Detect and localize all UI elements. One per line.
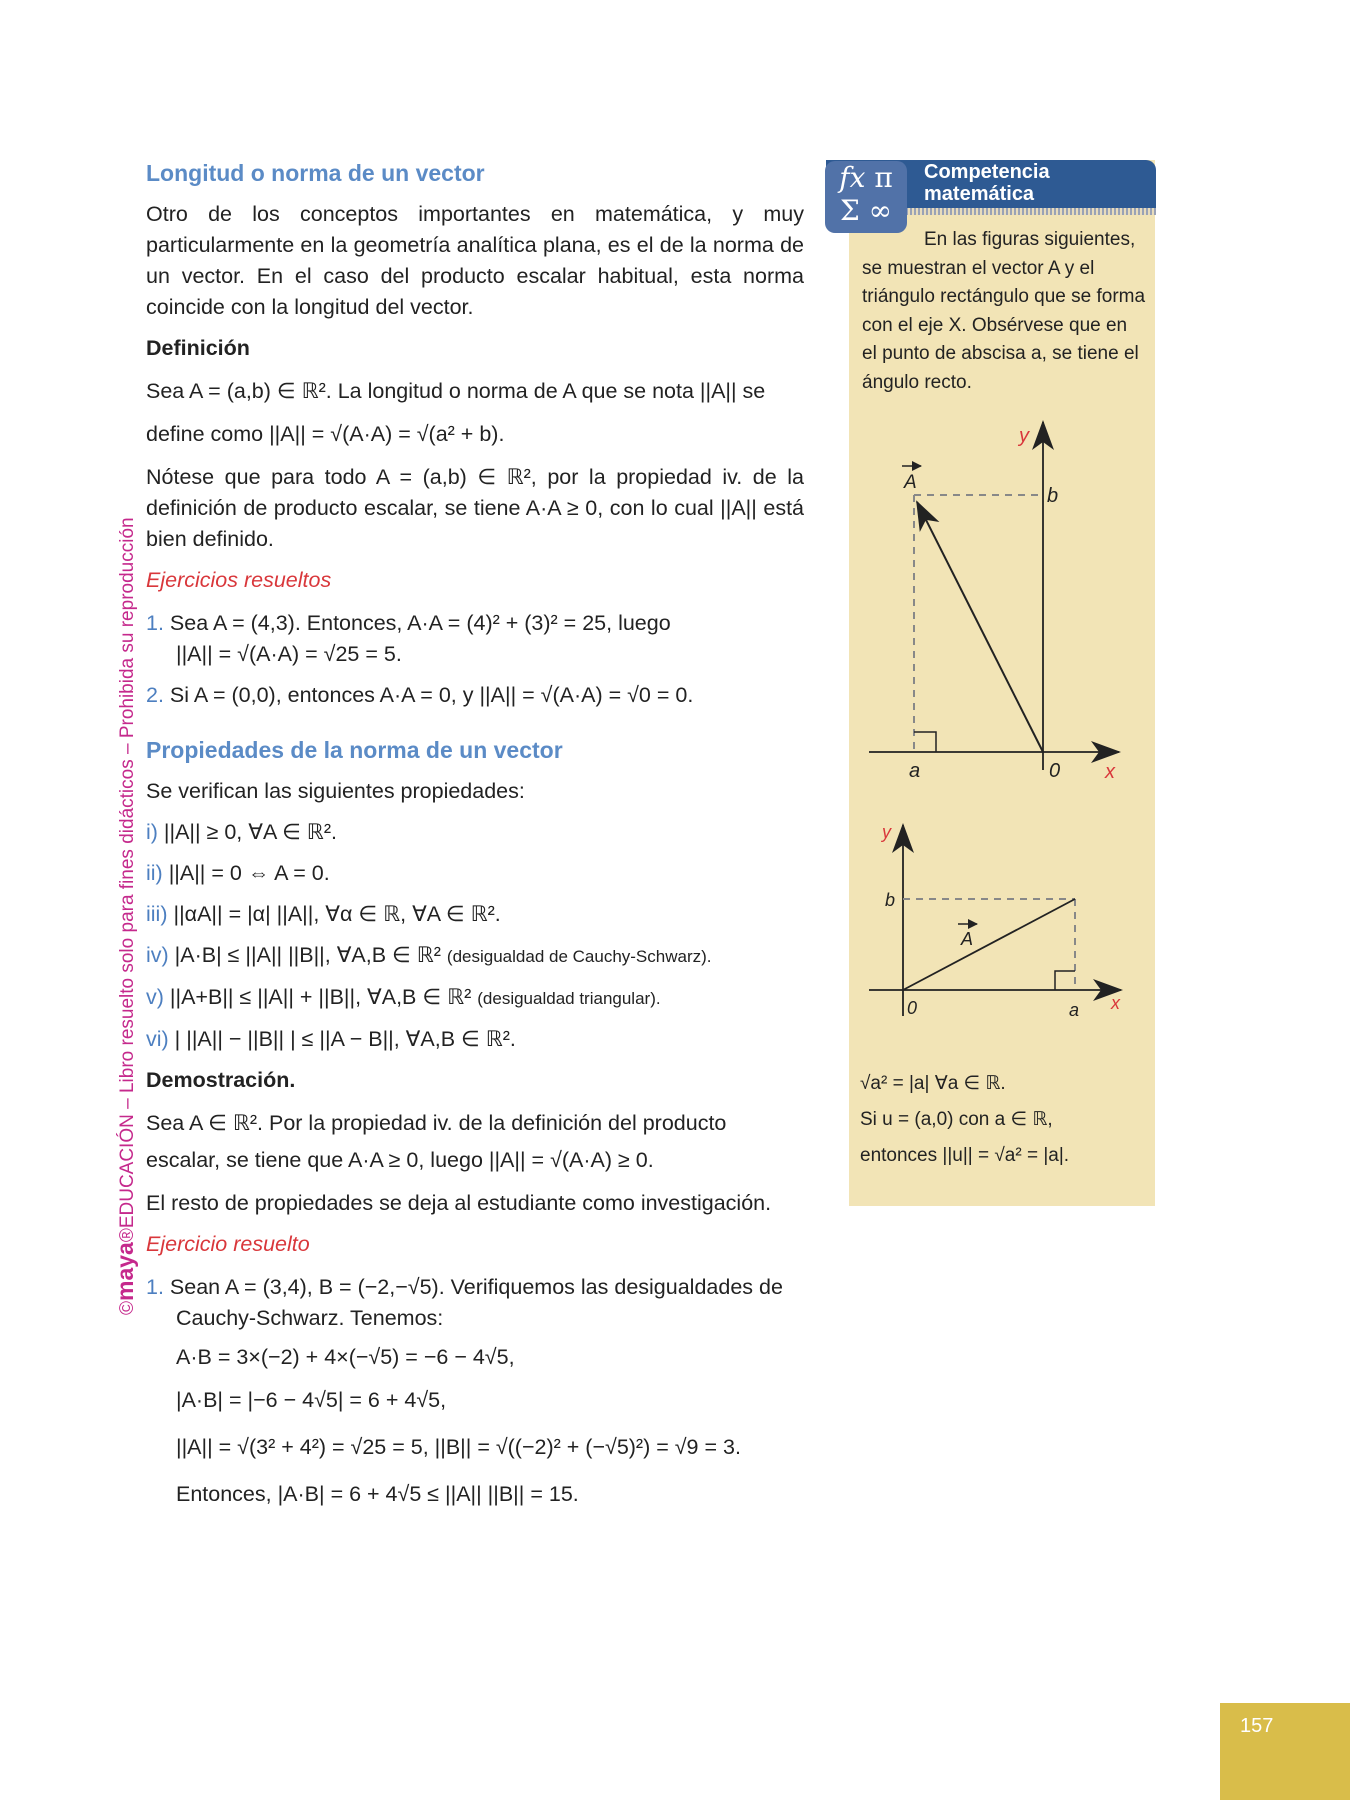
exercise-2-line: Si A = (0,0), entonces A·A = 0, y ||A|| = √(A·A) = √0 = 0. — [169, 683, 694, 707]
fig1-label-b: b — [1047, 485, 1059, 507]
solved-exercise-line-1: Sean A = (3,4), B = (−2,−√5). Verifiquemos las desigualdades de — [169, 1275, 783, 1299]
sidebar-text-body: se muestran el vector A y el triángulo rectángulo que se forma con el eje X. Obsérvese que en el punto de abscisa a, se tiene el ángulo recto. — [862, 257, 1146, 393]
exercise-1-number: 1. — [146, 611, 164, 635]
fig2-right-angle-mark — [1055, 971, 1075, 990]
property-6 — [146, 1024, 804, 1055]
property-4-number: iv) — [146, 943, 169, 967]
copyright-symbol: © — [117, 1301, 138, 1315]
math-icon-row-2: Σ ∞ — [839, 194, 893, 227]
property-1 — [146, 817, 804, 848]
property-2-text: ||A|| = 0 ⇔ A = 0. — [168, 861, 330, 885]
sidebar-title-line-1: Competencia — [924, 161, 1050, 183]
property-1-number: i) — [146, 820, 158, 844]
fig1-label-a: a — [909, 760, 921, 782]
sidebar-text-line-1: En las figuras siguientes, — [924, 229, 1136, 250]
sidebar-formula-3: entonces ||u|| = √a² = |a|. — [860, 1145, 1070, 1166]
property-3-number: iii) — [146, 902, 168, 926]
proof-heading: Demostración. — [146, 1068, 296, 1092]
property-1-text: ||A|| ≥ 0, ∀A ∈ ℝ². — [163, 820, 337, 844]
property-2-number: ii) — [146, 861, 163, 885]
fig2-label-y: y — [882, 822, 891, 842]
solved-exercise — [146, 1272, 804, 1510]
definition-line-1: Sea A = (a,b) ∈ ℝ². La longitud o norma de A que se nota ||A|| se — [146, 379, 766, 403]
property-5-note: (desigualdad triangular). — [477, 989, 661, 1008]
fig1-label-x: x — [1105, 761, 1115, 783]
fig1-right-angle-mark — [914, 732, 936, 752]
math-symbols-icon — [825, 161, 907, 233]
property-4-note: (desigualdad de Cauchy-Schwarz). — [446, 947, 712, 966]
section-title-norm: Longitud o norma de un vector — [146, 160, 485, 186]
page-number: 157 — [1240, 1715, 1274, 1737]
definition-heading: Definición — [146, 336, 250, 360]
property-3 — [146, 899, 804, 930]
fig2-label-a: a — [1069, 1000, 1080, 1020]
fig1-label-zero: 0 — [1049, 760, 1061, 782]
sidebar-formula-1: √a² = |a| ∀a ∈ ℝ. — [860, 1073, 1006, 1094]
copyright-notice: ®EDUCACIÓN – Libro resuelto solo para fines didácticos – Prohibida su reproducción — [117, 517, 138, 1243]
proof-line-2: escalar, se tiene que A·A ≥ 0, luego ||A|| = √(A·A) ≥ 0. — [146, 1148, 654, 1172]
brand-logo-text: maya — [112, 1242, 138, 1301]
fig1-label-y: y — [1019, 425, 1029, 447]
solved-exercise-number: 1. — [146, 1275, 164, 1299]
section-title-properties: Propiedades de la norma de un vector — [146, 737, 563, 763]
solved-exercise-line-4: |A·B| = |−6 − 4√5| = 6 + 4√5, — [176, 1388, 447, 1412]
fig2-label-b: b — [885, 890, 896, 910]
property-5 — [146, 982, 804, 1014]
exercise-heading: Ejercicio resuelto — [146, 1232, 310, 1256]
vertical-copyright-text — [112, 517, 139, 1315]
sidebar-title-line-2: matemática — [924, 183, 1035, 205]
fig2-vector-line — [903, 899, 1075, 990]
note-paragraph: Nótese que para todo A = (a,b) ∈ ℝ², por la propiedad iv. de la definición de producto escalar, se tiene A·A ≥ 0, con lo cual ||A|| está bien definido. — [146, 465, 804, 551]
property-4-text: |A·B| ≤ ||A|| ||B||, ∀A,B ∈ ℝ² — [174, 943, 441, 967]
sidebar-formula-2: Si u = (a,0) con a ∈ ℝ, — [860, 1109, 1053, 1130]
sidebar-text — [862, 226, 1146, 397]
exercise-1-line-1: Sea A = (4,3). Entonces, A·A = (4)² + (3)² = 25, luego — [169, 611, 671, 635]
exercises-heading: Ejercicios resueltos — [146, 568, 332, 592]
solved-exercise-line-5: ||A|| = √(3² + 4²) = √25 = 5, ||B|| = √((−2)² + (−√5)²) = √9 = 3. — [176, 1435, 741, 1459]
property-2 — [146, 858, 804, 889]
definition-line-2: define como ||A|| = √(A·A) = √(a² + b). — [146, 422, 505, 446]
property-5-number: v) — [146, 985, 164, 1009]
main-content — [146, 158, 804, 1520]
solved-exercise-line-6: Entonces, |A·B| = 6 + 4√5 ≤ ||A|| ||B|| = 15. — [176, 1482, 579, 1506]
fig2-label-x: x — [1111, 993, 1120, 1013]
solved-exercise-line-3: A·B = 3×(−2) + 4×(−√5) = −6 − 4√5, — [176, 1345, 515, 1369]
rest-paragraph: El resto de propiedades se deja al estudiante como investigación. — [146, 1191, 772, 1215]
property-3-text: ||αA|| = |α| ||A||, ∀α ∈ ℝ, ∀A ∈ ℝ². — [173, 902, 501, 926]
math-icon-row-1: 𝑓𝑥 π — [839, 161, 893, 194]
sidebar-title — [924, 161, 1050, 205]
property-6-number: vi) — [146, 1027, 169, 1051]
property-6-text: | ||A|| − ||B|| | ≤ ||A − B||, ∀A,B ∈ ℝ². — [174, 1027, 516, 1051]
proof-line-1: Sea A ∈ ℝ². Por la propiedad iv. de la definición del producto — [146, 1111, 727, 1135]
exercise-1 — [146, 608, 804, 670]
sidebar-formulas — [860, 1066, 1150, 1174]
figure-vector-right — [849, 820, 1155, 1030]
exercise-2 — [146, 680, 804, 711]
intro-paragraph: Otro de los conceptos importantes en matemática, y muy particularmente en la geometría analítica plana, es el de la norma de un vector. En el caso del producto escalar habitual, esta norma coincide con la longitud del vector. — [146, 202, 804, 319]
solved-exercise-line-2: Cauchy-Schwarz. Tenemos: — [176, 1306, 444, 1330]
figure-vector-left — [849, 420, 1155, 790]
fig2-label-zero: 0 — [907, 998, 918, 1018]
fig1-vector-arrow — [917, 502, 1043, 752]
properties-intro: Se verifican las siguientes propiedades: — [146, 779, 525, 803]
exercise-1-line-2: ||A|| = √(A·A) = √25 = 5. — [176, 642, 402, 666]
fig1-label-vector: A — [904, 472, 917, 493]
fig2-label-vector: A — [961, 929, 974, 949]
property-4 — [146, 940, 804, 972]
property-5-text: ||A+B|| ≤ ||A|| + ||B||, ∀A,B ∈ ℝ² — [169, 985, 472, 1009]
exercise-2-number: 2. — [146, 683, 164, 707]
